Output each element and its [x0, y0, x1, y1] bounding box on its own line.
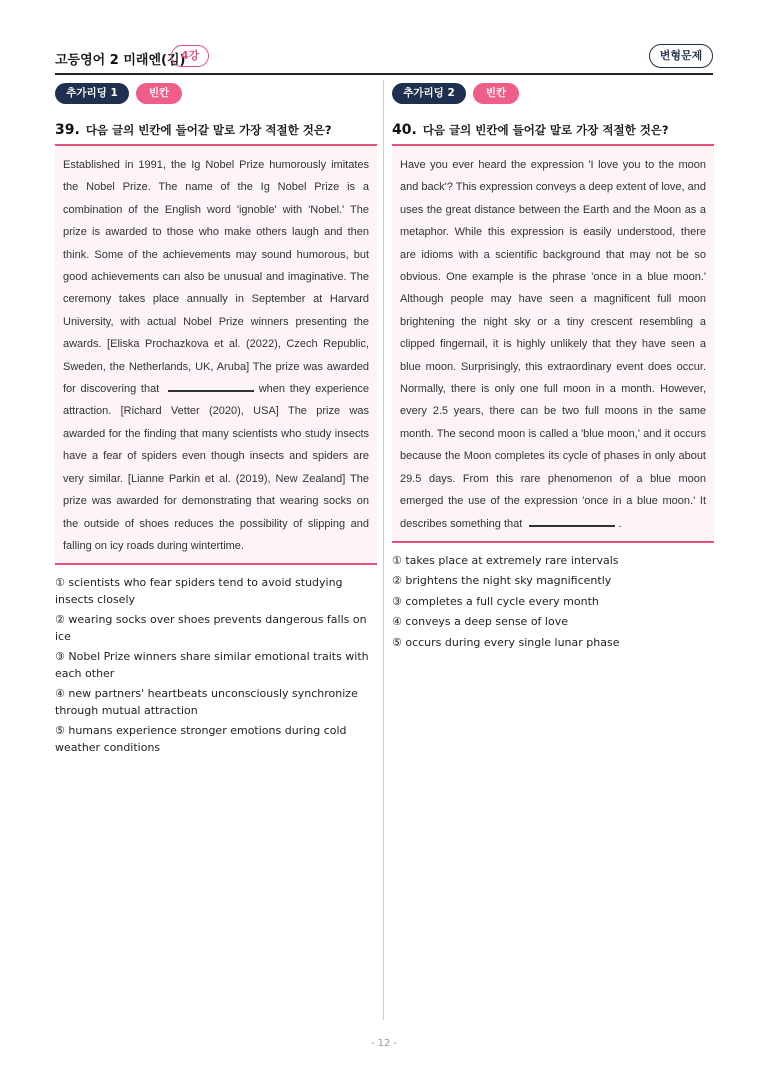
question-number: 40. — [392, 122, 417, 138]
passage-bottom-rule — [392, 541, 714, 543]
category-tag: 빈칸 — [136, 83, 182, 104]
column-divider — [383, 80, 384, 1020]
question-tags — [55, 82, 377, 106]
choice-5[interactable]: ⑤ humans experience stronger emotions during cold weather conditions — [55, 724, 347, 754]
answer-blank — [529, 515, 615, 527]
choice-4[interactable]: ④ new partners' heartbeats unconsciously synchronize through mutual attraction — [55, 687, 358, 717]
reading-tag: 추가리딩 1 — [55, 83, 129, 104]
question-prompt-line — [55, 122, 377, 144]
question-tags — [392, 82, 714, 106]
answer-blank — [168, 380, 254, 392]
passage-box — [392, 146, 714, 541]
choice-2[interactable]: ② wearing socks over shoes prevents dangerous falls on ice — [55, 613, 367, 643]
passage-bottom-rule — [55, 563, 377, 565]
page-number: - 12 - — [370, 1038, 398, 1049]
choice-5[interactable]: ⑤ occurs during every single lunar phase — [392, 635, 620, 649]
answer-choices — [55, 575, 377, 756]
page-header — [55, 44, 713, 74]
question-type-badge: 변형문제 — [649, 44, 713, 68]
passage-box — [55, 146, 377, 563]
question-40-column — [392, 82, 714, 655]
passage-text-after-blank: when they experience attraction. [Richard Vetter (2020), USA] The prize was awarded for the finding that many scientists who study insects have a fear of spiders even though insects and spiders are very similar. [Lianne Parkin et al. (2019), New Zealand] The prize was awarded for demonstrating that wearing socks on the outside of shoes reduces the possibility of slipping and falling on icy roads during wintertime. — [63, 383, 370, 552]
reading-tag: 추가리딩 2 — [392, 83, 466, 104]
passage-text-before-blank: Have you ever heard the expression 'I love you to the moon and back'? This expression conveys a deep extent of love, and uses the great distance between the Earth and the Moon as a metaphor. While this expression is easily understood, there are idioms with a scientific background that may not be so obvious. One example is the phrase 'once in a blue moon.' Although people may have seen a magnificent full moon brightening the night sky or a tiny crescent resembling a clipped fingernail, it is highly unlikely that they have seen a blue moon. Surprisingly, this extraordinary event does occur. Normally, there is only one full moon in a month. However, every 2.5 years, there can be two full moons in the same month. The second moon is called a 'blue moon,' and it occurs because the Moon completes its cycle of phases in only about 29.5 days. From this rare phenomenon of a blue moon emerged the use of the expression 'once in a blue moon.' It describes something that — [400, 159, 706, 530]
choice-2[interactable]: ② brightens the night sky magnificently — [392, 574, 612, 588]
document-title: 고등영어 2 미래엔(김) — [55, 53, 186, 68]
question-prompt-line — [392, 122, 714, 144]
choice-4[interactable]: ④ conveys a deep sense of love — [392, 615, 568, 629]
choice-3[interactable]: ③ Nobel Prize winners share similar emotional traits with each other — [55, 650, 369, 680]
passage-text-after-blank: . — [618, 517, 622, 530]
question-39-column — [55, 82, 377, 760]
answer-choices — [392, 553, 714, 652]
question-number: 39. — [55, 122, 80, 138]
header-divider — [55, 73, 713, 75]
question-prompt: 다음 글의 빈칸에 들어갈 말로 가장 적절한 것은? — [85, 123, 332, 137]
question-prompt: 다음 글의 빈칸에 들어갈 말로 가장 적절한 것은? — [422, 123, 669, 137]
passage-text-before-blank: Established in 1991, the Ig Nobel Prize humorously imitates the Nobel Prize. The name of the Ig Nobel Prize is a combination of the English word 'ignoble' with 'Nobel.' The prize is awarded to those who make others laugh and then think. Some of the achievements may sound humorous, but good achievements can also be unusual and imaginative. The ceremony takes place annually in September at Harvard University, with actual Nobel Prize winners presenting the awards. [Eliska Prochazkova et al. (2022), Czech Republic, Sweden, the Netherlands, UK, Aruba] The prize was awarded for discovering that — [63, 159, 369, 396]
lesson-badge: 4강 — [171, 45, 209, 67]
choice-3[interactable]: ③ completes a full cycle every month — [392, 594, 599, 608]
choice-1[interactable]: ① takes place at extremely rare intervals — [392, 553, 619, 567]
category-tag: 빈칸 — [473, 83, 519, 104]
choice-1[interactable]: ① scientists who fear spiders tend to avoid studying insects closely — [55, 576, 343, 606]
